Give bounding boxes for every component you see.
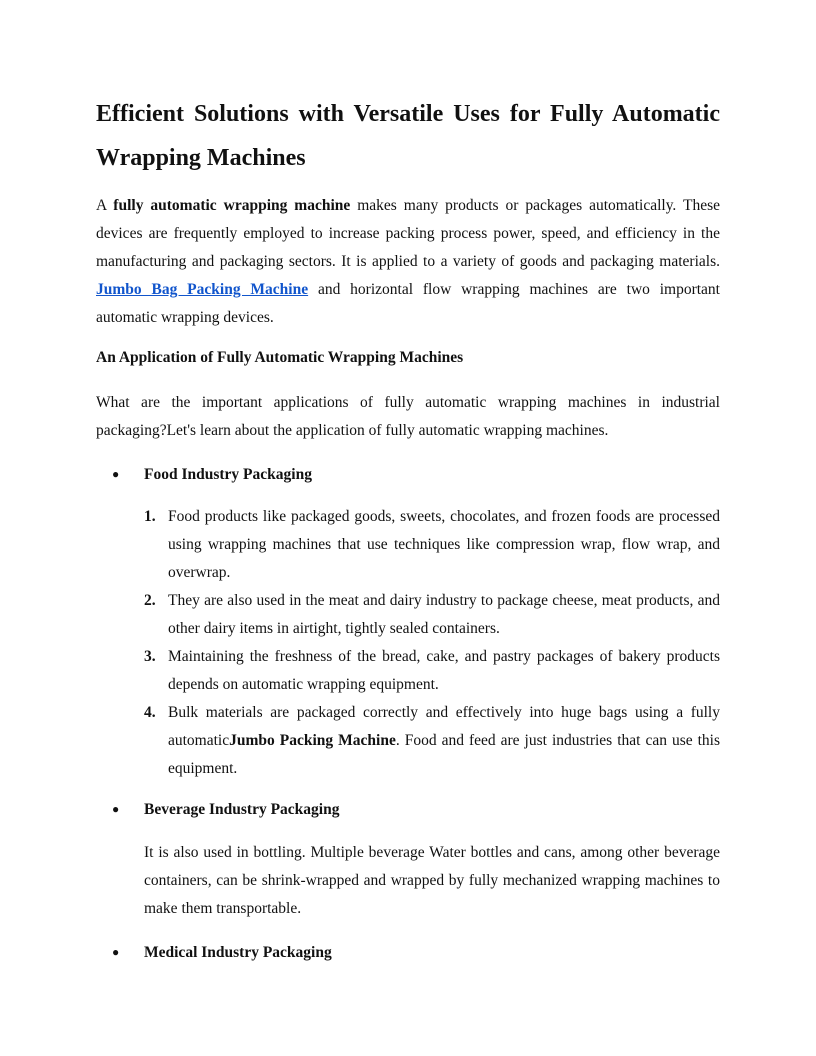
list-item-number: 1. bbox=[144, 508, 156, 525]
list-item-text: They are also used in the meat and dairy industry to package cheese, meat products, and other dairy items in airtight, tightly sealed containers. bbox=[168, 592, 720, 637]
list-item-number: 4. bbox=[144, 704, 156, 721]
bullet-medical-label: Medical Industry Packaging bbox=[144, 944, 332, 961]
intro-line-3: manufacturing and packaging sectors. It is applied to a variety of goods and packaging materials. bbox=[96, 253, 720, 270]
bullet-beverage-label: Beverage Industry Packaging bbox=[144, 801, 340, 818]
title-line-1: Efficient Solutions with Versatile Uses for Fully Automatic bbox=[96, 101, 720, 127]
section-heading: An Application of Fully Automatic Wrapping Machines bbox=[96, 349, 464, 366]
bullet-icon: ● bbox=[112, 945, 120, 959]
applications-intro-line-2: packaging?Let's learn about the application of fully automatic wrapping machines. bbox=[96, 422, 609, 439]
bullet-beverage-industry bbox=[112, 795, 339, 824]
list-item-text: Food products like packaged goods, sweets, chocolates, and frozen foods are processed using wrapping machines that use techniques like compression wrap, flow wrap, and overwrap. bbox=[168, 508, 720, 581]
applications-intro-paragraph bbox=[96, 389, 720, 445]
list-item-number: 2. bbox=[144, 592, 156, 609]
applications-intro-line-1: What are the important applications of fully automatic wrapping machines in industrial bbox=[96, 394, 720, 411]
jumbo-packing-machine-term: Jumbo Packing Machine bbox=[229, 732, 396, 749]
intro-line-1: A fully automatic wrapping machine makes many products or packages automatically. These bbox=[96, 197, 720, 214]
list-item-text: Bulk materials are packaged correctly and effectively into huge bags using a fully automaticJumbo Packing Machine. Food and feed are just industries that can use this equipment. bbox=[168, 704, 721, 777]
list-item bbox=[144, 587, 720, 643]
bullet-food-industry bbox=[112, 460, 312, 489]
title-line-2: Wrapping Machines bbox=[96, 145, 306, 171]
intro-line-2: devices are frequently employed to increase packing process power, speed, and efficiency in the bbox=[96, 225, 720, 242]
bullet-icon: ● bbox=[112, 467, 120, 481]
jumbo-bag-packing-machine-link[interactable]: Jumbo Bag Packing Machine bbox=[96, 281, 309, 298]
intro-line-4: Jumbo Bag Packing Machine and horizontal flow wrapping machines are two important bbox=[96, 281, 720, 298]
bullet-medical-industry bbox=[112, 938, 332, 967]
list-item bbox=[144, 503, 720, 587]
intro-bold-term: fully automatic wrapping machine bbox=[113, 197, 351, 214]
list-item-number: 3. bbox=[144, 648, 156, 665]
list-item-text: Maintaining the freshness of the bread, cake, and pastry packages of bakery products depends on automatic wrapping equipment. bbox=[168, 648, 720, 693]
document-title bbox=[96, 92, 720, 180]
beverage-paragraph: It is also used in bottling. Multiple beverage Water bottles and cans, among other beverage containers, can be shrink-wrapped and wrapped by fully mechanized wrapping machines to make them transportable. bbox=[144, 844, 720, 917]
food-industry-list bbox=[144, 503, 720, 783]
bullet-food-label: Food Industry Packaging bbox=[144, 466, 312, 483]
list-item bbox=[144, 699, 720, 783]
intro-paragraph bbox=[96, 192, 720, 332]
list-item bbox=[144, 643, 720, 699]
intro-line-5: automatic wrapping devices. bbox=[96, 309, 274, 326]
bullet-icon: ● bbox=[112, 802, 120, 816]
